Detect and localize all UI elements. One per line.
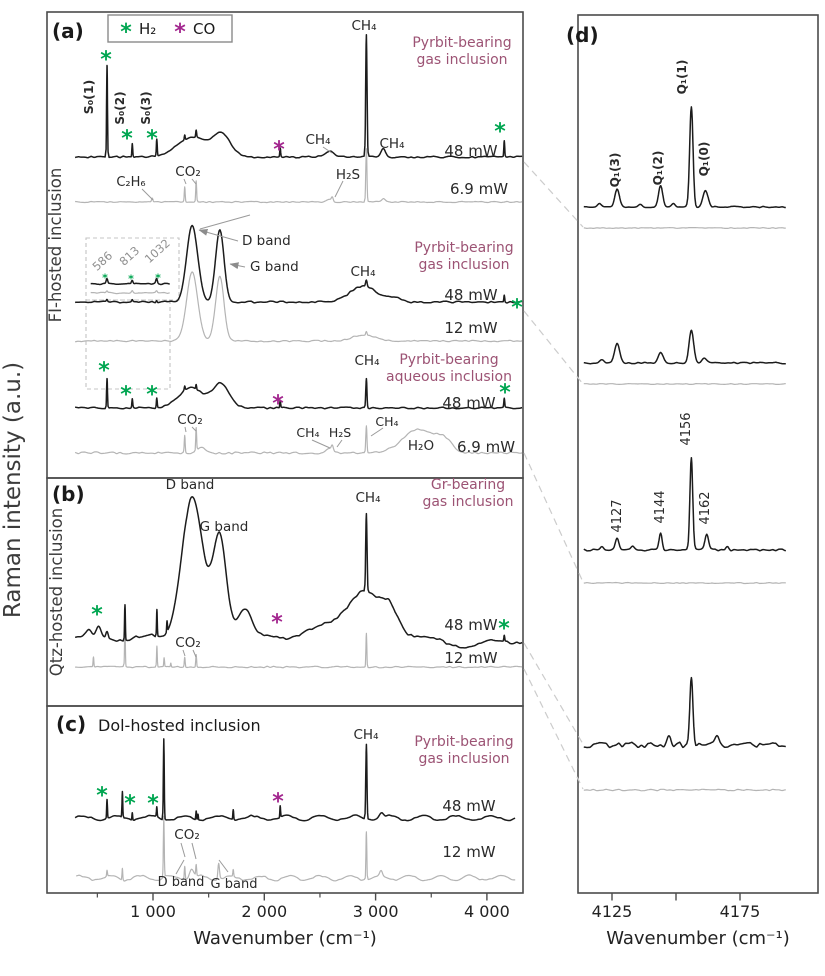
- leader-line: [337, 440, 342, 447]
- h2-marker-icon: *: [128, 272, 134, 286]
- panel-b-label: (b): [52, 482, 85, 506]
- peak-label: gas inclusion: [418, 751, 510, 767]
- peak-label: 4156: [679, 412, 694, 446]
- h2-marker-icon: *: [96, 783, 108, 809]
- axis-tick-label: 3 000: [352, 902, 399, 921]
- peak-label: 4162: [698, 491, 713, 525]
- leader-line: [142, 189, 153, 200]
- peak-label: aqueous inclusion: [386, 369, 512, 385]
- leader-line: [181, 843, 185, 857]
- peak-label: CH₄: [375, 414, 399, 429]
- spectrum-d1-low: [584, 228, 786, 229]
- fi-hosted-side-label: FI-hosted inclusion: [46, 167, 65, 323]
- peak-label: 4127: [610, 499, 625, 533]
- axis-tick-label: 4175: [719, 902, 761, 921]
- peak-label: 813: [116, 243, 143, 269]
- peak-label: CH₄: [305, 132, 331, 148]
- leader-line: [200, 215, 250, 229]
- peak-label: CO₂: [174, 827, 200, 843]
- h2-marker-icon: *: [98, 358, 110, 384]
- spectrum-d2-high: [584, 330, 786, 363]
- peak-label: 48 mW: [444, 142, 498, 160]
- peak-label: C₂H₆: [116, 175, 146, 190]
- connector-line: [524, 453, 583, 582]
- spectrum-d4-low: [584, 789, 786, 791]
- connector-line: [524, 311, 583, 384]
- peak-label: CH₄: [351, 18, 377, 34]
- peak-label: 6.9 mW: [456, 438, 516, 456]
- peak-label: Q₁(3): [608, 152, 622, 188]
- leader-line: [192, 843, 196, 859]
- panel-a-label: (a): [52, 19, 84, 43]
- peak-label: Pyrbit-bearing: [412, 35, 512, 51]
- axis-tick-label: 2 000: [241, 902, 288, 921]
- connector-line: [524, 162, 583, 227]
- peak-label: 1032: [141, 236, 173, 267]
- leader-line: [193, 650, 196, 657]
- h2-marker-icon: *: [121, 126, 133, 152]
- leader-line: [176, 860, 184, 874]
- peak-label: H₂S: [335, 167, 361, 183]
- panel-d-label: (d): [566, 23, 599, 47]
- h2-marker-icon: *: [102, 271, 108, 285]
- peak-label: D band: [165, 477, 215, 493]
- spectrum-d2-low: [584, 384, 786, 385]
- panel-c-label: (c): [56, 712, 87, 736]
- peak-label: G band: [250, 259, 299, 275]
- peak-label: 48 mW: [442, 394, 496, 412]
- y-axis-title: Raman intensity (a.u.): [0, 361, 26, 619]
- leader-line: [371, 428, 383, 436]
- peak-label: S₀(1): [81, 79, 96, 115]
- axis-tick-label: 1 000: [130, 902, 176, 921]
- co-marker-icon: *: [271, 610, 283, 636]
- peak-label: 48 mW: [444, 616, 498, 634]
- plot-layer: [75, 18, 786, 921]
- peak-label: Pyrbit-bearing: [399, 352, 499, 368]
- h2-marker-icon: *: [147, 791, 159, 817]
- co-marker-icon: *: [273, 137, 285, 163]
- h2-marker-icon: *: [146, 382, 158, 408]
- peak-label: 6.9 mW: [449, 180, 509, 198]
- peak-label: D band: [242, 233, 291, 249]
- peak-label: Q₁(1): [675, 59, 689, 95]
- h2-marker-icon: *: [146, 126, 158, 152]
- peak-label: Q₁(0): [697, 141, 711, 177]
- peak-label: CH₄: [379, 136, 405, 152]
- co-asterisk-icon: *: [174, 20, 186, 45]
- h2-marker-icon: *: [124, 791, 136, 817]
- h2-marker-icon: *: [100, 47, 112, 73]
- peak-label: Pyrbit-bearing: [414, 240, 514, 256]
- peak-label: 12 mW: [444, 649, 498, 667]
- spectrum-d4-high: [584, 678, 786, 748]
- spectrum-d3-low: [584, 583, 786, 584]
- axis-tick-label: 4 000: [463, 902, 510, 921]
- peak-label: CO₂: [175, 164, 201, 180]
- qtz-hosted-side-label: Qtz-hosted inclusion: [47, 507, 66, 677]
- peak-label: gas inclusion: [418, 257, 510, 273]
- co-marker-icon: *: [272, 391, 284, 417]
- spectrum-inset-12mW: [91, 291, 170, 294]
- h2-marker-icon: *: [498, 616, 510, 642]
- leader-line: [312, 440, 330, 448]
- peak-label: CH₄: [353, 727, 379, 743]
- h2-marker-icon: *: [499, 380, 511, 406]
- peak-label: Q₁(2): [651, 150, 665, 186]
- peak-label: G band: [199, 519, 249, 535]
- panel-b-border: [47, 478, 523, 706]
- peak-label: Gr-bearing: [430, 477, 506, 493]
- h2-marker-icon: *: [120, 382, 132, 408]
- x-axis-title-left: Wavenumber (cm⁻¹): [193, 928, 377, 949]
- leader-line: [219, 860, 228, 872]
- peak-label: CH₄: [354, 353, 380, 369]
- dol-hosted-label: Dol-hosted inclusion: [98, 716, 261, 735]
- leader-line: [335, 181, 343, 197]
- h2-asterisk-icon: *: [120, 20, 132, 45]
- peak-label: G band: [210, 877, 258, 892]
- h2-marker-icon: *: [494, 119, 506, 145]
- peak-label: S₀(3): [139, 91, 153, 125]
- peak-label: gas inclusion: [422, 494, 514, 510]
- peak-label: CO₂: [175, 635, 201, 651]
- peak-label: CH₄: [355, 490, 381, 506]
- peak-label: H₂O: [407, 438, 435, 454]
- legend-label-co: CO: [193, 20, 216, 38]
- peak-label: S₀(2): [113, 91, 127, 125]
- leader-arrow: [230, 264, 245, 267]
- peak-label: 4144: [653, 490, 668, 524]
- h2-marker-icon: *: [91, 602, 103, 628]
- peak-label: CH₄: [350, 264, 376, 280]
- co-marker-icon: *: [272, 789, 284, 815]
- peak-label: D band: [157, 875, 205, 890]
- h2-marker-icon: *: [511, 295, 523, 321]
- peak-label: CO₂: [177, 412, 203, 428]
- peak-label: 12 mW: [442, 843, 496, 861]
- peak-label: gas inclusion: [416, 52, 508, 68]
- peak-label: 12 mW: [444, 319, 498, 337]
- h2-marker-icon: *: [155, 271, 161, 285]
- legend: [108, 15, 232, 45]
- peak-label: CH₄: [296, 425, 320, 440]
- axis-tick-label: 4125: [591, 902, 633, 921]
- peak-label: 48 mW: [444, 286, 498, 304]
- legend-label-h2: H₂: [139, 20, 157, 38]
- x-axis-title-right: Wavenumber (cm⁻¹): [606, 928, 790, 949]
- peak-label: H₂S: [328, 425, 352, 440]
- peak-label: 48 mW: [442, 797, 496, 815]
- peak-label: 586: [89, 248, 116, 274]
- peak-label: Pyrbit-bearing: [414, 734, 514, 750]
